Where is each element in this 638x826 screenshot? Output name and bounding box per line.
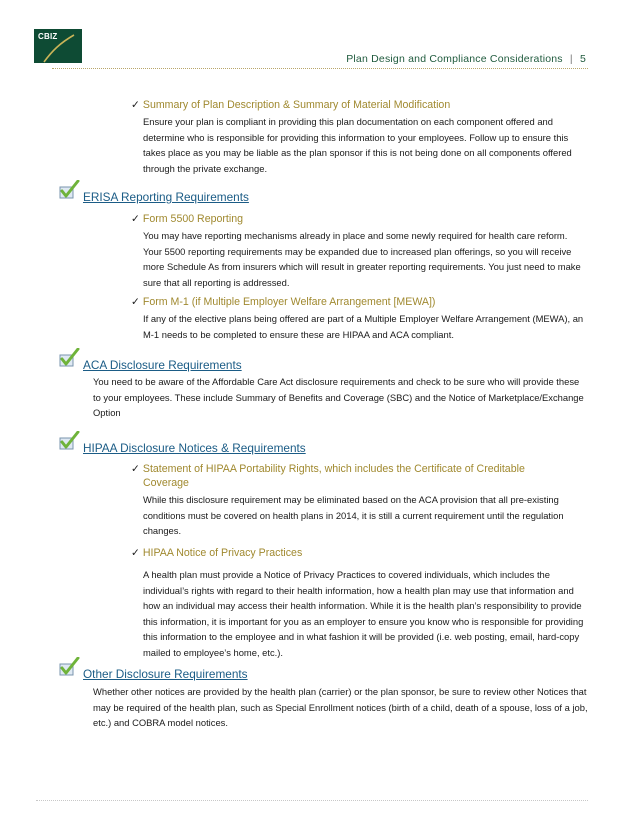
header-divider: [52, 68, 588, 69]
subsection-title: [131, 462, 571, 490]
page-title: Plan Design and Compliance Considerations: [346, 53, 563, 65]
subsection-title: [131, 212, 591, 226]
aca-body: You need to be aware of the Affordable Care Act disclosure requirements and check to be sure who will provide these to your employees. These include Summary of Benefits and Coverage (SBC) and the Notice of Marketplace/Exchange Option: [93, 376, 584, 418]
checkbox-check-icon: [58, 180, 80, 200]
portability-subsection: [131, 462, 571, 490]
other-section-title: Other Disclosure Requirements: [83, 667, 248, 681]
page-number: 5: [579, 53, 586, 65]
cbiz-logo: [34, 29, 82, 63]
m1-subsection: [131, 295, 591, 309]
portability-body: While this disclosure requirement may be eliminated based on the ACA provision that all pre-existing conditions must be covered on health plans in 2014, it is still a current requirement until the regulation changes.: [143, 494, 564, 536]
other-body: Whether other notices are provided by the health plan (carrier) or the plan sponsor, be sure to review other Notices that may be required of the health plan, such as Special Enrollment notices (birth of a child, death of a spouse, loss of a job, etc.) and COBRA model notices.: [93, 686, 588, 728]
tick-icon: ✓: [131, 296, 140, 308]
subsection-title: [131, 295, 591, 309]
tick-icon: ✓: [131, 547, 140, 559]
logo-text: CBIZ: [38, 32, 58, 41]
portability-title: Statement of HIPAA Portability Rights, which includes the Certificate of Creditable Coverage: [142, 463, 525, 489]
privacy-title: HIPAA Notice of Privacy Practices: [142, 547, 303, 559]
form5500-body: You may have reporting mechanisms already in place and some newly required for health care reform. Your 5500 reporting requirements may be expanded due to increased plan offerings, so you will receive more Schedule As from insurers which will result in greater reporting requirements. You just need to make sure that all reporting is addressed.: [143, 230, 581, 288]
subsection-title: [131, 546, 591, 560]
summary-body: Ensure your plan is compliant in providing this plan documentation on each component offered and determine who is responsible for providing this information to your employees. Follow up to ensure this takes place as you may be liable as the plan sponsor if this is not being done on all components offered through the private exchange.: [143, 116, 572, 174]
checkbox-check-icon: [58, 657, 80, 677]
erisa-section-title: ERISA Reporting Requirements: [83, 190, 249, 204]
form5500-title: Form 5500 Reporting: [142, 213, 243, 225]
tick-icon: ✓: [131, 463, 140, 475]
aca-section-title: ACA Disclosure Requirements: [83, 358, 242, 372]
subsection-title: [131, 98, 591, 112]
page-separator: |: [569, 53, 573, 65]
summary-title: Summary of Plan Description & Summary of Material Modification: [142, 99, 451, 111]
privacy-body: A health plan must provide a Notice of Privacy Practices to covered individuals, which includes the individual’s rights with regard to their health information, how a health plan may use that information and how an individual may access their health information. While it is the health plan’s responsibility to provide this information, it is important for you as an employer to ensure you know who is responsible for providing this information to the employee and in what fashion it will be provided (i.e. web posting, email, hard-copy mailed to employee’s home, etc.).: [143, 569, 584, 658]
m1-body: If any of the elective plans being offered are part of a Multiple Employer Welfare Arrangement (MEWA), an M-1 needs to be completed to ensure these are HIPAA and ACA compliant.: [143, 313, 584, 340]
tick-icon: ✓: [131, 213, 140, 225]
page-header: [346, 53, 586, 65]
m1-title: Form M-1 (if Multiple Employer Welfare Arrangement [MEWA]): [142, 296, 436, 308]
tick-icon: ✓: [131, 99, 140, 111]
summary-subsection: [131, 98, 591, 112]
checkbox-check-icon: [58, 431, 80, 451]
footer-divider: [36, 800, 588, 801]
hipaa-section-title: HIPAA Disclosure Notices & Requirements: [83, 441, 306, 455]
checkbox-check-icon: [58, 348, 80, 368]
privacy-subsection: [131, 546, 591, 560]
form5500-subsection: [131, 212, 591, 226]
